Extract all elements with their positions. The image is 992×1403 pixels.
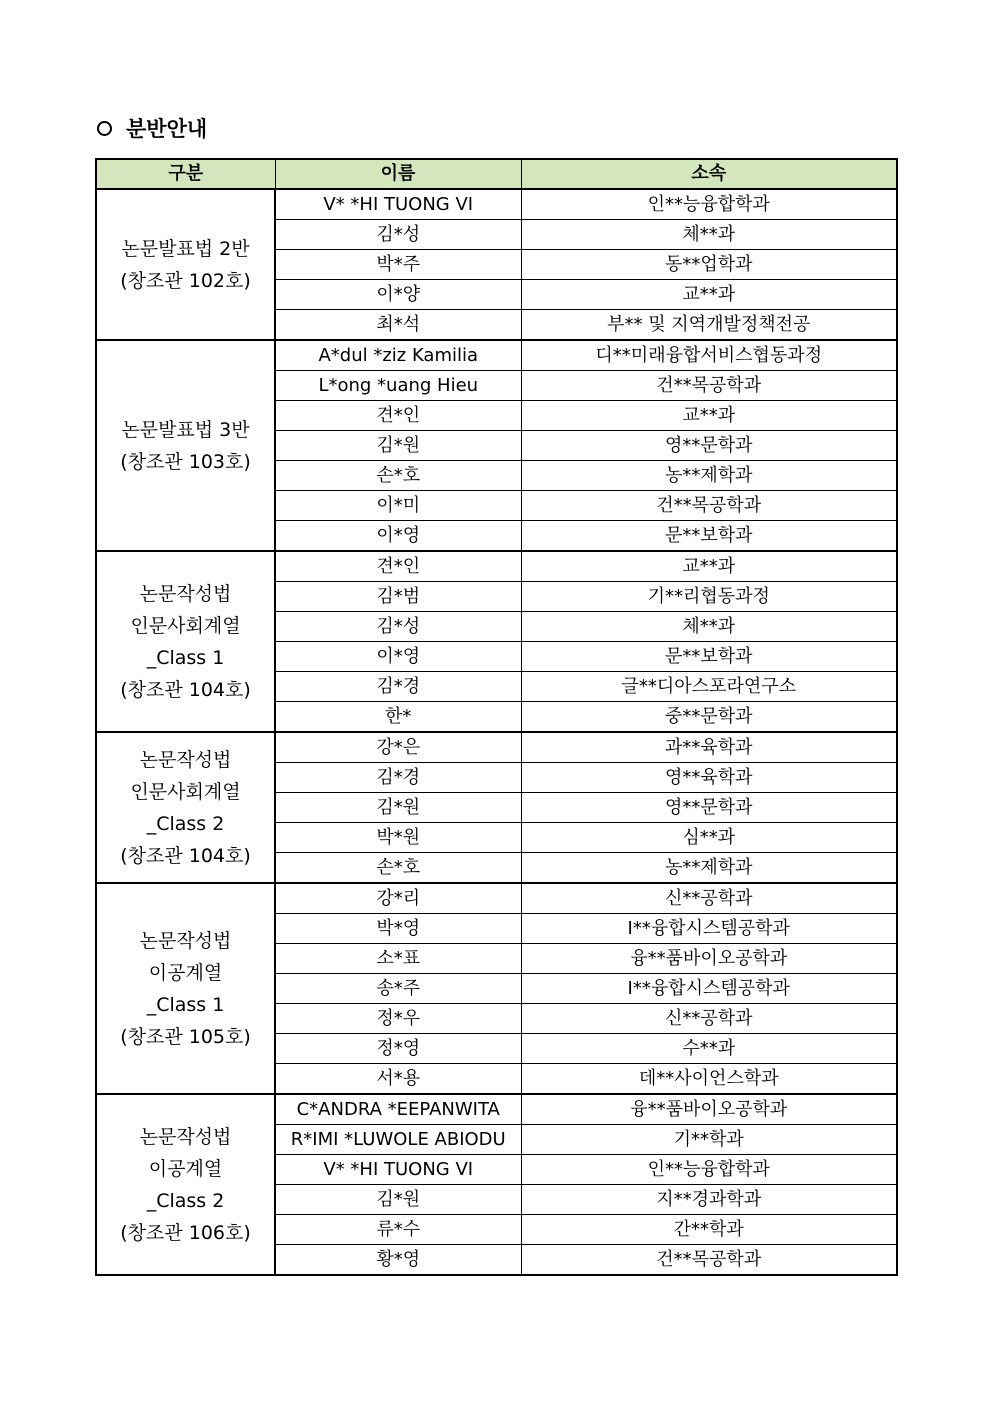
affiliation-cell: 영**육학과 (521, 763, 897, 793)
name-cell: 김*원 (275, 1185, 521, 1215)
affiliation-cell: 수**과 (521, 1034, 897, 1064)
affiliation-cell: 교**과 (521, 551, 897, 582)
name-cell: 이*영 (275, 521, 521, 552)
name-cell: A*dul *ziz Kamilia (275, 340, 521, 371)
name-cell: L*ong *uang Hieu (275, 371, 521, 401)
group-label-line: 논문발표법 3반 (121, 418, 250, 441)
name-cell: 김*원 (275, 793, 521, 823)
group-cell (96, 732, 275, 883)
name-cell: 송*주 (275, 974, 521, 1004)
affiliation-cell: 과**육학과 (521, 732, 897, 763)
name-cell: 김*원 (275, 431, 521, 461)
name-cell: 견*인 (275, 401, 521, 431)
table-body (96, 189, 897, 1275)
table-row (96, 883, 897, 914)
affiliation-cell: I**융합시스템공학과 (521, 914, 897, 944)
name-cell: 정*우 (275, 1004, 521, 1034)
name-cell: 박*주 (275, 250, 521, 280)
affiliation-cell: 신**공학과 (521, 1004, 897, 1034)
name-cell: 손*호 (275, 853, 521, 884)
table-row (96, 551, 897, 582)
affiliation-cell: 간**학과 (521, 1215, 897, 1245)
group-label-line: 인문사회계열 (130, 614, 241, 637)
affiliation-cell: 인**능융합학과 (521, 189, 897, 220)
group-label-line: _Class 2 (146, 1189, 225, 1212)
section-heading (97, 112, 207, 144)
group-cell (96, 883, 275, 1094)
affiliation-cell: 농**제학과 (521, 461, 897, 491)
table-header-row (96, 159, 897, 189)
group-cell (96, 189, 275, 340)
circle-bullet-icon (97, 121, 112, 136)
group-label-line: (창조관 106호) (120, 1221, 251, 1244)
affiliation-cell: 체**과 (521, 612, 897, 642)
name-cell: 박*영 (275, 914, 521, 944)
name-cell: 견*인 (275, 551, 521, 582)
table-row (96, 340, 897, 371)
affiliation-cell: 지**경과학과 (521, 1185, 897, 1215)
group-label-line: (창조관 104호) (120, 678, 251, 701)
name-cell: V* *HI TUONG VI (275, 1155, 521, 1185)
affiliation-cell: 영**문학과 (521, 793, 897, 823)
name-cell: 김*범 (275, 582, 521, 612)
group-cell (96, 551, 275, 732)
header-group: 구분 (96, 159, 275, 189)
affiliation-cell: 문**보학과 (521, 642, 897, 672)
affiliation-cell: 심**과 (521, 823, 897, 853)
affiliation-cell: 건**목공학과 (521, 491, 897, 521)
name-cell: 박*원 (275, 823, 521, 853)
group-label-line: _Class 1 (146, 646, 225, 669)
affiliation-cell: 신**공학과 (521, 883, 897, 914)
table-row (96, 1094, 897, 1125)
name-cell: 강*은 (275, 732, 521, 763)
affiliation-cell: 건**목공학과 (521, 371, 897, 401)
name-cell: 이*미 (275, 491, 521, 521)
name-cell: 김*경 (275, 672, 521, 702)
name-cell: 이*영 (275, 642, 521, 672)
group-label-line: 논문작성법 (139, 582, 232, 605)
group-label-line: 논문작성법 (139, 748, 232, 771)
group-label-line: 논문발표법 2반 (121, 237, 250, 260)
group-label-line: 이공계열 (148, 961, 223, 984)
affiliation-cell: 부** 및 지역개발정책전공 (521, 310, 897, 341)
name-cell: 류*수 (275, 1215, 521, 1245)
group-label-line: _Class 1 (146, 993, 225, 1016)
group-label-line: (창조관 103호) (120, 450, 251, 473)
affiliation-cell: 농**제학과 (521, 853, 897, 884)
name-cell: 황*영 (275, 1245, 521, 1276)
affiliation-cell: 건**목공학과 (521, 1245, 897, 1276)
affiliation-cell: 교**과 (521, 401, 897, 431)
section-title: 분반안내 (126, 117, 208, 141)
affiliation-cell: 영**문학과 (521, 431, 897, 461)
group-label-line: _Class 2 (146, 812, 225, 835)
group-cell (96, 340, 275, 551)
group-label-line: (창조관 105호) (120, 1025, 251, 1048)
header-name: 이름 (275, 159, 521, 189)
affiliation-cell: 기**학과 (521, 1125, 897, 1155)
name-cell: 손*호 (275, 461, 521, 491)
group-cell (96, 1094, 275, 1275)
affiliation-cell: 중**문학과 (521, 702, 897, 733)
name-cell: R*IMI *LUWOLE ABIODU (275, 1125, 521, 1155)
table-row (96, 189, 897, 220)
header-affiliation: 소속 (521, 159, 897, 189)
group-label-line: 논문작성법 (139, 1125, 232, 1148)
group-label-line: 이공계열 (148, 1157, 223, 1180)
affiliation-cell: 데**사이언스학과 (521, 1064, 897, 1095)
name-cell: V* *HI TUONG VI (275, 189, 521, 220)
name-cell: 강*리 (275, 883, 521, 914)
group-label-line: 논문작성법 (139, 929, 232, 952)
name-cell: 정*영 (275, 1034, 521, 1064)
affiliation-cell: 문**보학과 (521, 521, 897, 552)
affiliation-cell: 융**품바이오공학과 (521, 1094, 897, 1125)
name-cell: 서*용 (275, 1064, 521, 1095)
affiliation-cell: 기**리협동과정 (521, 582, 897, 612)
affiliation-cell: 융**품바이오공학과 (521, 944, 897, 974)
affiliation-cell: I**융합시스템공학과 (521, 974, 897, 1004)
name-cell: 김*성 (275, 220, 521, 250)
name-cell: 소*표 (275, 944, 521, 974)
name-cell: 김*성 (275, 612, 521, 642)
group-label-line: 인문사회계열 (130, 780, 241, 803)
name-cell: 최*석 (275, 310, 521, 341)
affiliation-cell: 글**디아스포라연구소 (521, 672, 897, 702)
affiliation-cell: 인**능융합학과 (521, 1155, 897, 1185)
affiliation-cell: 교**과 (521, 280, 897, 310)
affiliation-cell: 동**업학과 (521, 250, 897, 280)
name-cell: 이*양 (275, 280, 521, 310)
class-roster-table (95, 158, 898, 1276)
table-row (96, 732, 897, 763)
name-cell: 김*경 (275, 763, 521, 793)
affiliation-cell: 체**과 (521, 220, 897, 250)
name-cell: C*ANDRA *EEPANWITA (275, 1094, 521, 1125)
name-cell: 한* (275, 702, 521, 733)
group-label-line: (창조관 102호) (120, 269, 251, 292)
affiliation-cell: 디**미래융합서비스협동과정 (521, 340, 897, 371)
group-label-line: (창조관 104호) (120, 844, 251, 867)
